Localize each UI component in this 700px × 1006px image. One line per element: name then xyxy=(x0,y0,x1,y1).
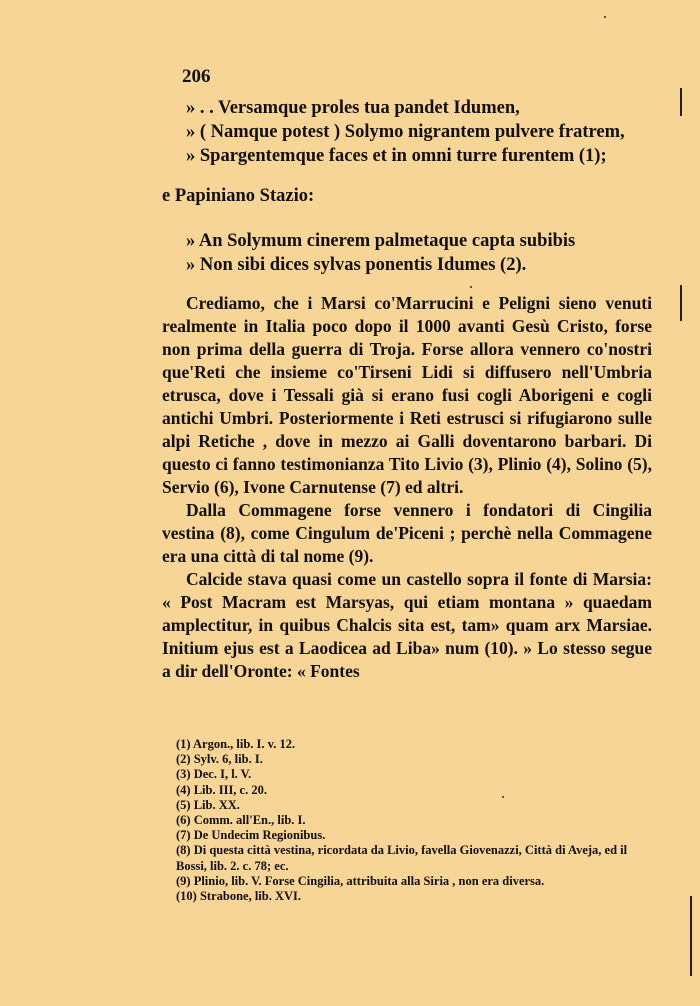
verse-line: » . . Versamque proles tua pandet Idumen, xyxy=(186,98,520,118)
scan-edge-mark xyxy=(690,896,692,976)
paragraph: Crediamo, che i Marsi co'Marrucini e Peligni sieno venuti realmente in Italia poco dopo il 1000 avanti Gesù Cristo, forse non prima della guerra di Troja. Forse allora vennero co'nostri que'Reti che insieme co'Tirseni Lidi si diffusero nell'Umbria etrusca, dove i Tessali già si erano fusi cogli Aborigeni e cogli antichi Umbri. Posteriormente i Reti estrusci si rifugiarono sulle alpi Retiche , dove in mezzo ai Galli doventarono barbari. Di questo ci fanno testimonianza Tito Livio (3), Plinio (4), Solino (5), Servio (6), Ivone Carnutense (7) ed altri. xyxy=(162,293,652,497)
verse-line: » Non sibi dices sylvas ponentis Idumes (2). xyxy=(186,255,527,275)
footnote: (7) De Undecim Regionibus. xyxy=(176,828,326,843)
footnote: (10) Strabone, lib. XVI. xyxy=(176,889,302,904)
footnotes xyxy=(176,737,656,904)
verse-line: » An Solymum cinerem palmetaque capta subibis xyxy=(186,231,576,251)
footnote: (8) Di questa città vestina, ricordata da Livio, favella Giovenazzi, Città di Aveja, ed il Bossi, lib. 2. c. 78; ec. xyxy=(176,843,628,873)
verse-line: » Spargentemque faces et in omni turre furentem (1); xyxy=(186,146,607,166)
scan-speck xyxy=(604,16,606,18)
scan-speck xyxy=(502,796,504,798)
page-number: 206 xyxy=(182,66,211,87)
scan-edge-mark xyxy=(680,285,682,321)
citation-intro: e Papiniano Stazio: xyxy=(162,186,315,206)
footnote: (2) Sylv. 6, lib. I. xyxy=(176,752,263,767)
paragraph: Calcide stava quasi come un castello sopra il fonte di Marsia: « Post Macram est Marsyas, qui etiam montana » quaedam amplectitur, in quibus Chalcis sita est, tam» quam arx Marsiae. Initium ejus est a Laodicea ad Liba» num (10). » Lo stesso segue a dir dell'Oronte: « Fontes xyxy=(162,569,652,681)
footnote: (9) Plinio, lib. V. Forse Cingilia, attribuita alla Siria , non era diversa. xyxy=(176,873,545,888)
verse-line: » ( Namque potest ) Solymo nigrantem pulvere fratrem, xyxy=(186,122,625,142)
scan-speck xyxy=(470,286,472,288)
footnote: (3) Dec. I, l. V. xyxy=(176,767,252,782)
footnote: (1) Argon., lib. I. v. 12. xyxy=(176,737,296,751)
body-text xyxy=(162,292,652,683)
footnote: (4) Lib. III, c. 20. xyxy=(176,782,267,797)
scan-edge-mark xyxy=(680,88,682,116)
paragraph: Dalla Commagene forse vennero i fondatori di Cingilia vestina (8), come Cingulum de'Piceni ; perchè nella Commagene era una città di tal nome (9). xyxy=(162,500,652,566)
footnote: (5) Lib. XX. xyxy=(176,797,240,812)
footnote: (6) Comm. all'En., lib. I. xyxy=(176,813,306,828)
